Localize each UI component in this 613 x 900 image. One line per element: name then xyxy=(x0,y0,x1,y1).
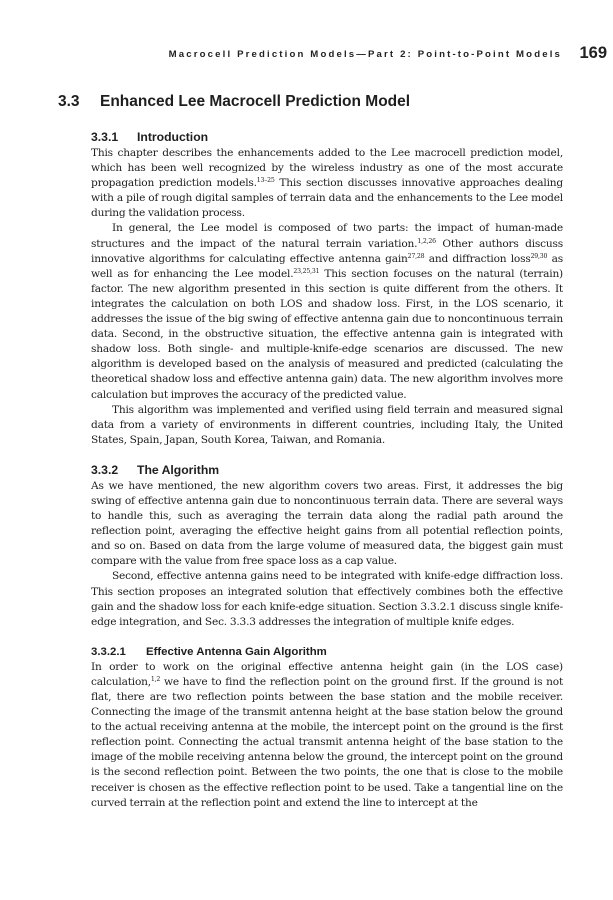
running-header xyxy=(0,44,613,66)
subsubsection-heading xyxy=(91,644,563,660)
citation-ref: 27,28 xyxy=(407,252,425,260)
section-number: 3.3 xyxy=(58,93,80,110)
subsection-title: Introduction xyxy=(137,130,209,144)
citation-ref: 29,30 xyxy=(530,252,548,260)
algorithm-paragraph-2: Second, effective antenna gains need to be integrated with knife-edge diffraction loss. This section proposes an integrated solution that effectively combines both the effective gain and the shadow loss for each knife-edge situation. Section 3.3.2.1 discuss single knife-edge integration, and Sec. 3.3.3 addresses the integration of multiple knife edges. xyxy=(91,570,563,628)
gain-paragraph-1 xyxy=(91,660,563,811)
citation-ref: 1,2,26 xyxy=(417,237,436,245)
subsubsection-number: 3.3.2.1 xyxy=(91,645,126,658)
citation-ref: 23,25,31 xyxy=(293,267,320,275)
subsection-number: 3.3.2 xyxy=(91,462,119,477)
intro-paragraph-3: This algorithm was implemented and verified using field terrain and measured signal data from a variety of environments in different countries, including Italy, the United States, Spain, Japan, South Korea, Taiwan, and Romania. xyxy=(91,403,563,446)
text-run: as well as for enhancing the Lee model. xyxy=(91,252,563,280)
text-run: Other authors discuss innovative algorithms for calculating effective antenna gain xyxy=(91,237,563,265)
text-run: and diffraction loss xyxy=(424,252,531,265)
subsection-title: The Algorithm xyxy=(137,462,220,477)
subsection-number: 3.3.1 xyxy=(91,130,119,144)
subsection-algorithm xyxy=(91,462,563,630)
subsection-heading-algorithm xyxy=(91,462,563,478)
section-title: Enhanced Lee Macrocell Prediction Model xyxy=(100,93,411,110)
citation-ref: 1,2 xyxy=(150,675,161,683)
subsubsection-title: Effective Antenna Gain Algorithm xyxy=(146,645,327,658)
page-number: 169 xyxy=(579,44,607,62)
subsubsection-effective-gain xyxy=(91,644,563,811)
text-run: This chapter describes the enhancements added to the Lee macrocell prediction model, which has been well recognized by the wireless industry as one of the most accurate propagation prediction models. xyxy=(91,147,563,190)
intro-paragraph-1 xyxy=(91,146,563,221)
text-run: In order to work on the original effective antenna height gain (in the LOS case) calculation, xyxy=(91,660,563,688)
text-run: This section discusses innovative approaches dealing with a pile of rough digital samples of terrain data and the enhancements to the Lee model during the validation process. xyxy=(91,177,564,220)
text-run: we have to find the reflection point on the ground first. If the ground is not flat, there are two reflection points between the base station and the mobile receiver. Connecting the image of the transmit antenna height at the base station below the ground to the actual receiving antenna at the mobile, the intercept point on the ground is the first reflection point. Connecting the actual transmit antenna height of the base station to the image of the mobile receiving antenna below the ground, the intercept point on the ground is the second reflection point. Between the two points, the one that is close to the mobile receiver is chosen as the effective reflection point to be used. Take a tangential line on the curved terrain at the reflection point and extend the line to intercept at the xyxy=(91,675,563,809)
page-body xyxy=(91,129,563,811)
algorithm-paragraph-1: As we have mentioned, the new algorithm covers two areas. First, it addresses the big swing of effective antenna gain due to noncontinuous terrain data. There are several ways to handle this, such as averaging the terrain data along the radial path around the reflection point, averaging the effective height gains from all potential reflection points, and so on. Based on data from the large volume of measured data, the biggest gain must compare with the value from free space loss as a cap value. xyxy=(91,479,563,568)
intro-paragraph-2 xyxy=(91,221,563,402)
citation-ref: 13–25 xyxy=(256,177,275,185)
text-run: In general, the Lee model is composed of two parts: the impact of human-made structures and the impact of the natural terrain variation. xyxy=(91,222,563,250)
subsection-heading-introduction xyxy=(91,129,563,145)
running-title: Macrocell Prediction Models—Part 2: Point-to-Point Models xyxy=(168,49,562,60)
subsection-introduction xyxy=(91,129,563,448)
text-run: This section focuses on the natural (terrain) factor. The new algorithm presented in this section is quite different from the others. It integrates the calculation on both LOS and shadow loss. First, in the LOS scenario, it addresses the issue of the big swing of effective antenna gain due to noncontinuous terrain data. Second, in the obstructive situation, the effective antenna gain is integrated with shadow loss. Both single- and multiple-knife-edge scenarios are discussed. The new algorithm is developed based on the analysis of measured and predicted (calculating the theoretical shadow loss and effective antenna gain) data. The new algorithm involves more calculation but improves the accuracy of the predicted value. xyxy=(91,267,563,401)
section-heading xyxy=(58,93,410,111)
